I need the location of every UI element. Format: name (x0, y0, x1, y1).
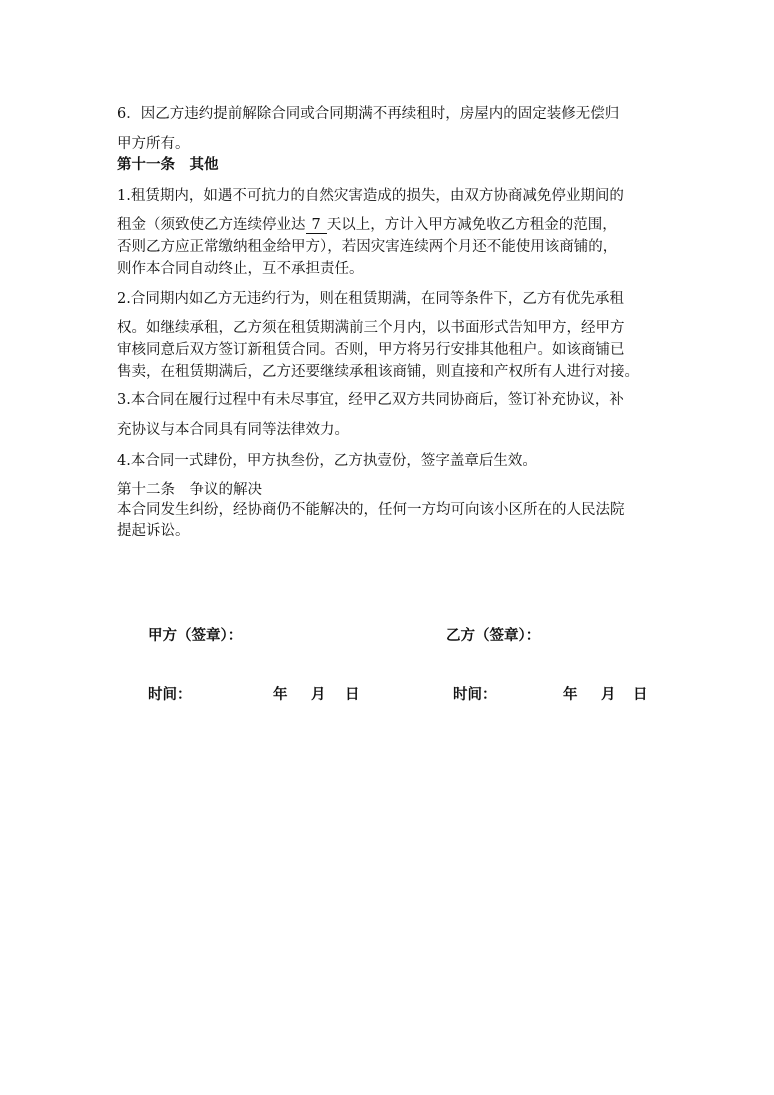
article-11-item-1-line-1: 1.租赁期内，如遇不可抗力的自然灾害造成的损失，由双方协商减免停业期间的 (117, 188, 624, 204)
party-b-day-label: 日 (633, 686, 648, 703)
party-a-time-label: 时间： (148, 686, 192, 703)
article-11-item-1-line-4: 则作本合同自动终止，互不承担责任。 (117, 261, 364, 277)
party-a-year-label: 年 (273, 686, 288, 703)
article-11-item-3-line-1: 3.本合同在履行过程中有未尽事宜，经甲乙双方共同协商后，签订补充协议，补 (117, 392, 624, 408)
article-11-item-2-line-1: 2.合同期内如乙方无违约行为，则在租赁期满，在同等条件下，乙方有优先承租 (117, 291, 624, 307)
clause-6-line-2: 甲方所有。 (117, 136, 190, 152)
article-11-item-2-line-3: 审核同意后双方签订新租赁合同。否则，甲方将另行安排其他租户。如该商铺已 (117, 342, 625, 358)
article-12-line-2: 提起诉讼。 (117, 523, 190, 539)
party-b-year-label: 年 (563, 686, 578, 703)
party-a-day-label: 日 (345, 686, 360, 703)
party-a-signature-label: 甲方（签章）： (148, 627, 243, 644)
article-12-line-1: 本合同发生纠纷，经协商仍不能解决的，任何一方均可向该小区所在的人民法院 (117, 502, 625, 518)
article-11-item-2-line-2: 权。如继续承租，乙方须在租赁期满前三个月内，以书面形式告知甲方，经甲方 (117, 320, 625, 336)
article-11-item-1-line-2 (117, 216, 617, 234)
clause-6-line-1: 6．因乙方违约提前解除合同或合同期满不再续租时，房屋内的固定装修无偿归 (117, 106, 620, 122)
stoppage-days-value: 7 (306, 217, 327, 234)
item-1-line-2-prefix: 租金（须致使乙方连续停业达 (117, 217, 306, 233)
article-12-heading: 第十二条 争议的解决 (117, 482, 262, 498)
article-11-item-2-line-4: 售卖，在租赁期满后，乙方还要继续承租该商铺，则直接和产权所有人进行对接。 (117, 364, 639, 380)
party-b-signature-label: 乙方（签章）： (446, 627, 541, 644)
item-1-line-2-suffix: 天以上，方计入甲方减免收乙方租金的范围， (326, 217, 617, 233)
article-11-item-4: 4.本合同一式肆份，甲方执叁份，乙方执壹份，签字盖章后生效。 (117, 453, 537, 469)
article-11-item-1-line-3: 否则乙方应正常缴纳租金给甲方），若因灾害连续两个月还不能使用该商铺的， (117, 239, 618, 255)
party-a-month-label: 月 (311, 686, 326, 703)
article-11-item-3-line-2: 充协议与本合同具有同等法律效力。 (117, 422, 349, 438)
party-b-month-label: 月 (601, 686, 616, 703)
article-11-heading: 第十一条 其他 (117, 156, 219, 173)
party-b-time-label: 时间： (453, 686, 497, 703)
